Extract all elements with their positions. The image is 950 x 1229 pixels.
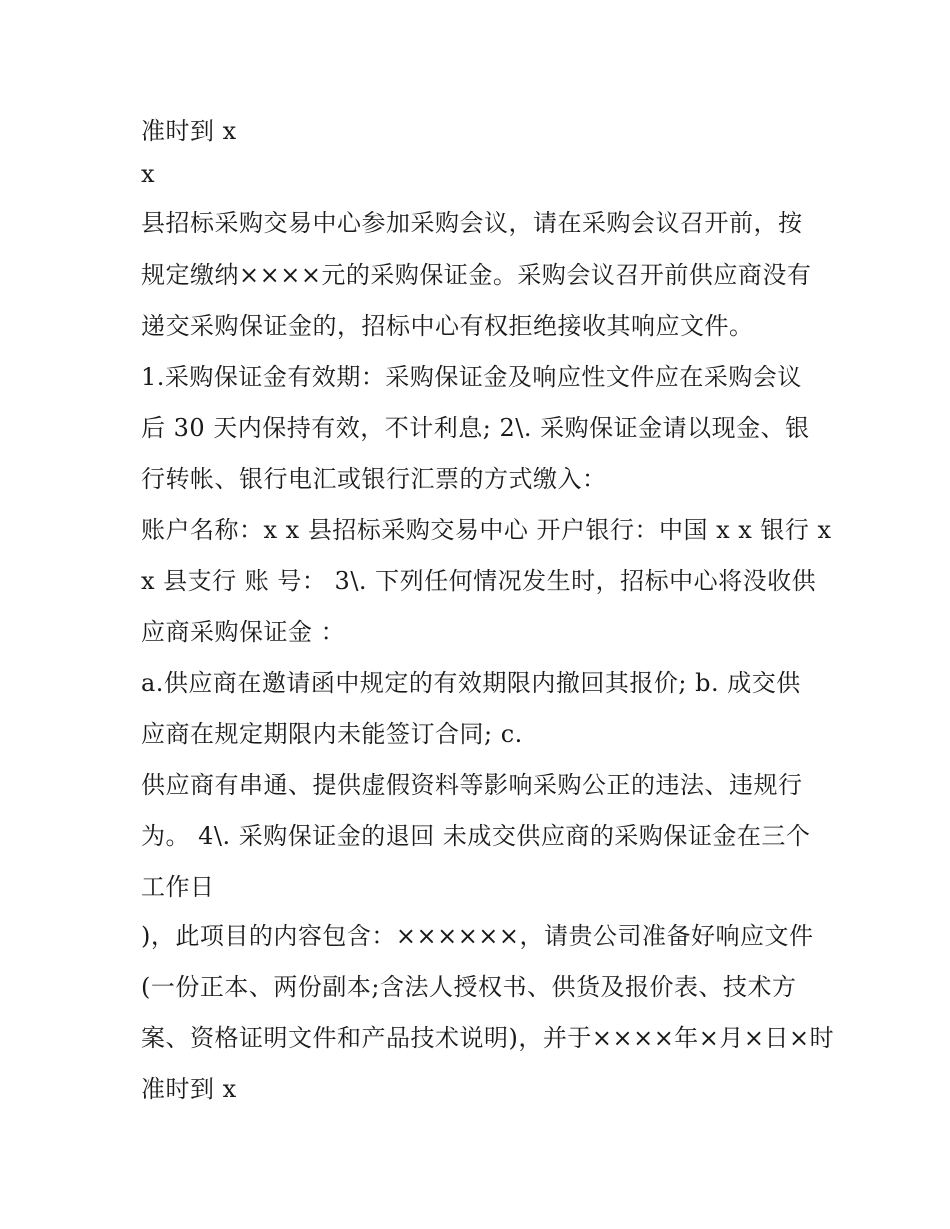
text-line: 应商在规定期限内未能签订合同; c. — [141, 720, 523, 748]
text-line: 准时到 x — [141, 1075, 237, 1103]
text-line: 应商采购保证金 ： — [141, 618, 346, 646]
text-line: 县招标采购交易中心参加采购会议，请在采购会议召开前，按 — [141, 209, 803, 237]
text-line: 为。 4\. 采购保证金的退回 未成交供应商的采购保证金在三个 — [141, 822, 811, 850]
text-line: 账户名称：x x 县招标采购交易中心 开户银行：中国 x x 银行 x — [141, 516, 832, 544]
text-line: 后 30 天内保持有效，不计利息; 2\. 采购保证金请以现金、银 — [141, 414, 810, 442]
text-line: 规定缴纳××××元的采购保证金。采购会议召开前供应商没有 — [141, 261, 812, 289]
text-line: 案、资格证明文件和产品技术说明)，并于××××年×月×日×时 — [141, 1024, 835, 1052]
text-line: a.供应商在邀请函中规定的有效期限内撤回其报价; b. 成交供 — [141, 669, 801, 697]
text-line: 1.采购保证金有效期：采购保证金及响应性文件应在采购会议 — [141, 363, 802, 391]
text-line: x 县支行 账 号： 3\. 下列任何情况发生时，招标中心将没收供 — [141, 567, 817, 595]
text-line: (一份正本、两份副本;含法人授权书、供货及报价表、技术方 — [141, 973, 797, 1001]
text-line: x — [141, 160, 156, 188]
text-line: 准时到 x — [141, 117, 237, 145]
text-line: 工作日 — [141, 873, 215, 901]
text-line: 供应商有串通、提供虚假资料等影响采购公正的违法、违规行 — [141, 771, 803, 799]
text-line: 递交采购保证金的，招标中心有权拒绝接收其响应文件。 — [141, 312, 754, 340]
text-line: )，此项目的内容包含：××××××，请贵公司准备好响应文件 — [141, 922, 814, 950]
text-line: 行转帐、银行电汇或银行汇票的方式缴入： — [141, 465, 607, 493]
